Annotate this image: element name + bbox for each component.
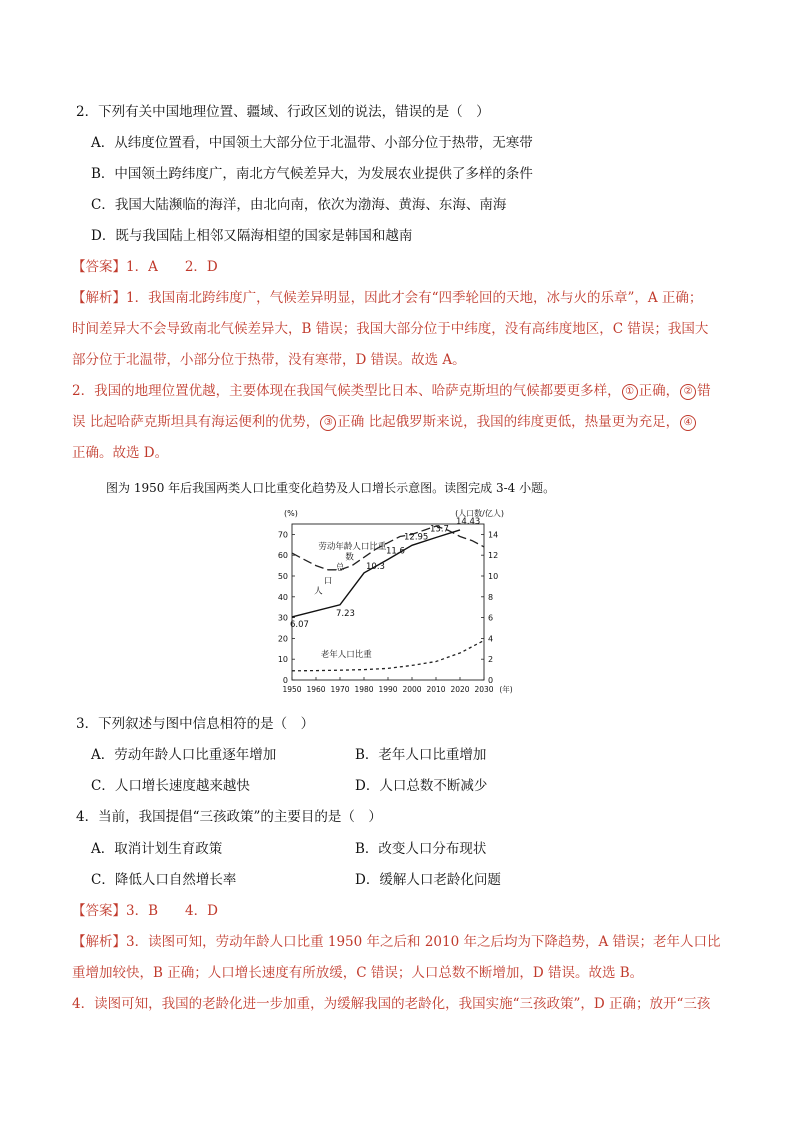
left-axis-tick-label: 30 xyxy=(277,613,288,623)
q4-option-b: B．改变人口分布现状 xyxy=(355,841,487,857)
q3-option-b: B．老年人口比重增加 xyxy=(355,747,487,763)
series-population-label-char: 口 xyxy=(323,576,333,587)
x-axis-tick-label: 1970 xyxy=(330,685,350,694)
analysis-text: 正确， xyxy=(638,383,680,399)
x-axis-tick-label: 2010 xyxy=(426,685,446,694)
right-axis-tick-label: 4 xyxy=(488,634,494,644)
circled-number-2: ② xyxy=(680,384,696,400)
circled-number-4: ④ xyxy=(680,415,696,431)
analysis-1-line-2: 时间差异大不会导致南北气候差异大，B 错误；我国大部分位于中纬度，没有高纬度地区，C 错误；我国大 xyxy=(72,321,709,337)
q2-option-b: B．中国领土跨纬度广，南北方气候差异大，为发展农业提供了多样的条件 xyxy=(91,166,533,182)
analysis-text: 3．读图可知，劳动年龄人口比重 1950 年之后和 2010 年之后均为下降趋势，A 错误；老年人口比 xyxy=(126,934,721,950)
left-axis-tick-label: 40 xyxy=(277,592,288,602)
left-axis-tick-label: 50 xyxy=(277,572,288,581)
population-data-label: 13.7 xyxy=(430,524,449,535)
q3-option-d: D．人口总数不断减少 xyxy=(355,778,488,794)
left-axis-tick-label: 60 xyxy=(277,551,288,561)
analysis-2-line-2: 重增加较快，B 正确；人口增长速度有所放缓，C 错误；人口总数不断增加，D 错误。故选 B。 xyxy=(72,965,644,981)
x-axis-tick-label: 2020 xyxy=(450,685,470,694)
analysis-tag: 【解析】 xyxy=(72,934,126,950)
analysis-2-line-1 xyxy=(72,932,721,952)
q4-option-a: A．取消计划生育政策 xyxy=(91,841,223,857)
answer-block-2 xyxy=(72,901,218,921)
analysis-1-line-1 xyxy=(72,288,702,308)
circled-number-3: ③ xyxy=(320,415,336,431)
series-population-label-char: 总 xyxy=(335,562,345,573)
q4-stem: 4．当前，我国提倡“三孩政策”的主要目的是（ ） xyxy=(76,809,382,825)
x-axis-tick-label: 1960 xyxy=(306,685,326,694)
answer-block-1 xyxy=(72,257,218,277)
analysis-2-line-3: 4．读图可知，我国的老龄化进一步加重，为缓解我国的老龄化，我国实施“三孩政策”，D 正确；放开“三孩 xyxy=(72,996,711,1012)
analysis-tag: 【解析】 xyxy=(72,290,126,306)
analysis-text: 2．我国的地理位置优越，主要体现在我国气候类型比日本、哈萨克斯坦的气候都要更多样， xyxy=(72,383,621,399)
population-data-label: 11.6 xyxy=(386,546,405,557)
q2-stem: 2．下列有关中国地理位置、疆域、行政区划的说法，错误的是（ ） xyxy=(76,104,490,120)
left-axis-tick-label: 0 xyxy=(282,676,288,685)
answer-text: 1．A 2．D xyxy=(126,259,218,275)
right-axis-tick-label: 10 xyxy=(488,572,499,581)
population-data-label: 6.07 xyxy=(290,619,309,630)
answer-tag: 【答案】 xyxy=(72,259,126,275)
population-data-label: 14.43 xyxy=(456,516,481,527)
q4-option-d: D．缓解人口老龄化问题 xyxy=(355,872,501,888)
series-working-age-label: 劳动年龄人口比重 xyxy=(318,541,387,552)
x-axis-label: (年) xyxy=(499,685,513,694)
left-axis-tick-label: 20 xyxy=(277,634,288,644)
x-axis-tick-label: 2030 xyxy=(474,685,494,694)
right-axis-tick-label: 6 xyxy=(488,613,494,623)
analysis-text: 错 xyxy=(697,383,711,399)
q4-option-c: C．降低人口自然增长率 xyxy=(91,872,237,888)
figure-caption: 图为 1950 年后我国两类人口比重变化趋势及人口增长示意图。读图完成 3-4 小题。 xyxy=(106,481,556,495)
q3-option-a: A．劳动年龄人口比重逐年增加 xyxy=(91,747,277,763)
x-axis-tick-label: 1980 xyxy=(354,685,374,694)
x-axis-tick-label: 1950 xyxy=(282,685,302,694)
circled-number-1: ① xyxy=(622,384,638,400)
right-axis-tick-label: 8 xyxy=(488,592,494,602)
answer-text: 3．B 4．D xyxy=(126,903,218,919)
analysis-text: 1．我国南北跨纬度广，气候差异明显，因此才会有“四季轮回的天地，冰与火的乐章”，A 正确； xyxy=(126,290,703,306)
right-axis-tick-label: 12 xyxy=(488,551,499,561)
left-axis-label: (%) xyxy=(284,509,298,518)
right-axis-tick-label: 0 xyxy=(488,676,494,685)
q2-option-d: D．既与我国陆上相邻又隔海相望的国家是韩国和越南 xyxy=(91,228,413,244)
analysis-1-para2-line-3: 正确。故选 D。 xyxy=(72,445,169,461)
q3-stem: 3．下列叙述与图中信息相符的是（ ） xyxy=(76,716,315,732)
left-axis-tick-label: 10 xyxy=(277,655,288,665)
analysis-1-line-3: 部分位于北温带，小部分位于热带，没有寒带，D 错误。故选 A。 xyxy=(72,352,466,368)
population-chart xyxy=(268,500,520,700)
x-axis-tick-label: 2000 xyxy=(402,685,422,694)
series-population-label-char: 数 xyxy=(345,552,354,563)
q2-option-c: C．我国大陆濒临的海洋，由北向南，依次为渤海、黄海、东海、南海 xyxy=(91,197,507,213)
q2-option-a: A．从纬度位置看，中国领土大部分位于北温带、小部分位于热带，无寒带 xyxy=(91,135,533,151)
x-axis-tick-label: 1990 xyxy=(378,685,398,694)
analysis-text: 正确 比起俄罗斯来说，我国的纬度更低，热量更为充足， xyxy=(337,414,680,430)
analysis-text: 误 比起哈萨克斯坦具有海运便利的优势， xyxy=(72,414,320,430)
right-axis-tick-label: 2 xyxy=(488,655,494,665)
right-axis-label: (人口数/亿人) xyxy=(455,509,504,518)
analysis-1-para2-line-1 xyxy=(72,381,711,401)
right-axis-tick-label: 14 xyxy=(488,530,499,540)
population-data-label: 12.95 xyxy=(404,532,429,543)
answer-tag: 【答案】 xyxy=(72,903,126,919)
q3-option-c: C．人口增长速度越来越快 xyxy=(91,778,250,794)
series-elderly-label: 老年人口比重 xyxy=(320,650,372,661)
analysis-1-para2-line-2 xyxy=(72,412,697,432)
population-data-label: 10.3 xyxy=(366,561,385,572)
population-data-label: 7.23 xyxy=(336,608,355,619)
left-axis-tick-label: 70 xyxy=(277,530,288,540)
series-population-label-char: 人 xyxy=(314,586,323,597)
